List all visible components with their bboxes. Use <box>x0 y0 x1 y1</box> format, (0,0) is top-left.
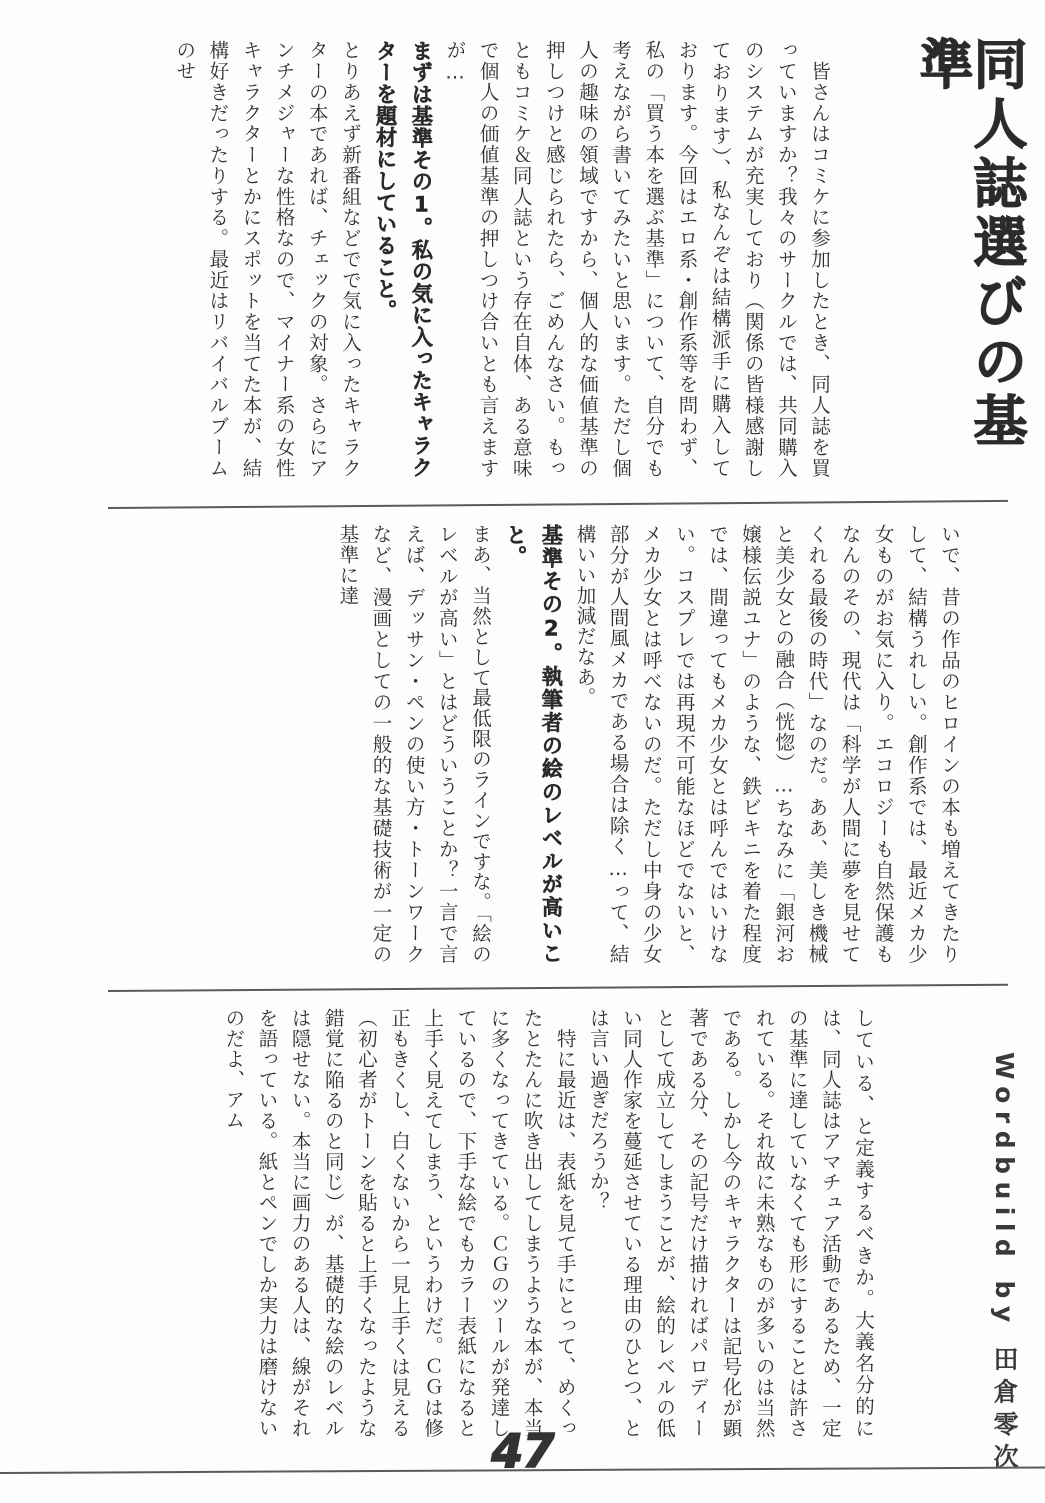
article-block-2 <box>126 524 966 964</box>
section-divider-1 <box>108 500 1008 509</box>
paragraph-tail-1: とりあえず新番組などでで気に入ったキャラクターの本であれば、チェックの対象。さらにアンチメジャーな性格なので、マイナー系の女性キャラクターとかにスポットを当てた本が、結構好きだったりする。最近はリバイバルブームのせ <box>173 40 362 478</box>
article-text-block-3 <box>217 1008 880 1438</box>
article-text-block-1 <box>168 40 836 478</box>
author-byline: Wordbuild by 田倉零次 <box>990 1052 1019 1476</box>
byline-area <box>990 1052 1019 1476</box>
page-title-area <box>911 36 1028 456</box>
section-heading-1: まずは基準その1。私の気に入ったキャラクターを題材にしていること。 <box>373 40 434 478</box>
article-block-3 <box>110 1008 880 1438</box>
paragraph-lead-2: いで、昔の作品のヒロインの本も増えてきたりして、結構うれしい。創作系では、最近メカ少女ものがお気に入り。エコロジーも自然保護もなんのその、現代は「科学が人間に夢を見せてくれる最後の時代」なのだ。ああ、美しき機械と美少女との融合（恍惚）…ちなみに「銀河お嬢様伝説ユナ」のような、鉄ビキニを着た程度では、間違ってもメカ少女とは呼んではいけない。コスプレでは再現不可能なほどでないと、メカ少女とは呼べないのだ。ただし中身の少女部分が人間風メカである場合は除く…って、結構いい加減だなあ。 <box>573 524 961 964</box>
paragraph-lead-3: している、と定義するべきか。大義名分的には、同人誌はアマチュア活動であるため、一定の基準に達していなくても形にすることは許されている。それ故に未熟なものが多いのは当然である。しかし今のキャラクターは記号化が顕著である分、その記号だけ描ければパロディーとして成立してしまうことが、絵的レベルの低い同人作家を蔓延させている理由のひとつ、とは言い過ぎだろうか？ <box>586 1008 875 1438</box>
section-divider-2 <box>108 984 1008 992</box>
paragraph-tail-2: まあ、当然として最低限のラインですな。「絵のレベルが高い」とはどういうことか？一言で言えば、デッサン・ペンの使い方・トーンワークなど、漫画としての一般的な基礎技術が一定の基準に達 <box>336 524 492 964</box>
article-text-block-2 <box>331 524 966 964</box>
paragraph-tail-3: 特に最近は、表紙を見て手にとって、めくったとたんに吹き出してしまうような本が、本当に多くなってきている。ＣＧのツールが発達しているので、下手な絵でもカラー表紙になると上手く見えてしまう、というわけだ。ＣＧは修正もきくし、白くないから一見上手くは見える（初心者がトーンを貼ると上手くなったような錯覚に陥るのと同じ）が、基礎的な絵のレベルは隠せない。本当に画力のある人は、線がそれを語っている。紙とペンでしか実力は磨けないのだよ、アム <box>222 1008 577 1438</box>
section-heading-2: 基準その2。執筆者の絵のレベルが高いこと。 <box>503 524 564 964</box>
page-number: 47 <box>491 1424 554 1478</box>
article-block-1 <box>126 40 836 478</box>
page-title: 同人誌選びの基準 <box>911 36 1028 452</box>
paragraph-lead-1: 皆さんはコミケに参加したとき、同人誌を買っていますか？我々のサークルでは、共同購入のシステムが充実しており（関係の皆様感謝しております）、私なんぞは結構派手に購入しております。今回はエロ系・創作系等を問わず、私の「買う本を選ぶ基準」について、自分でも考えながら書いてみたいと思います。ただし個人の趣味の領域ですから、個人的な価値基準の押しつけと感じられたら、ごめんなさい。もっともコミケ＆同人誌という存在自体、ある意味で個人の価値基準の押しつけ合いとも言えますが… <box>443 40 831 478</box>
